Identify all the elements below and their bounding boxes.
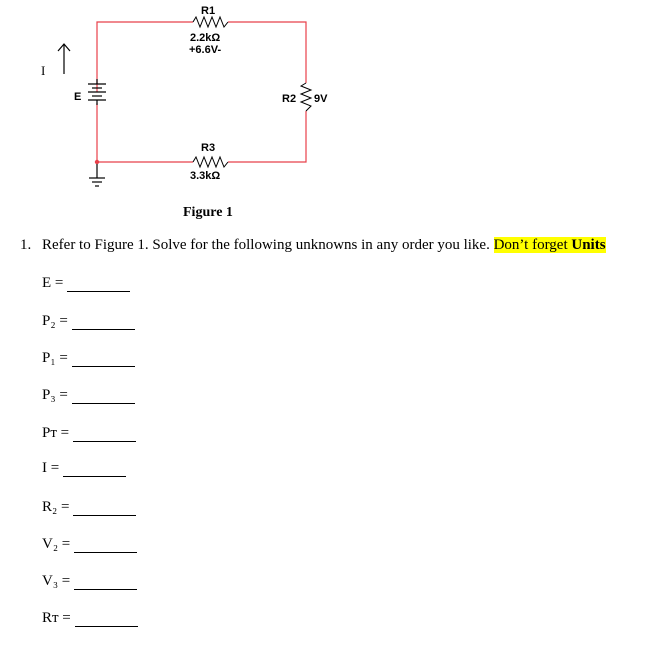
answer-blank[interactable]	[74, 575, 137, 590]
answer-row-p3	[42, 387, 135, 404]
answer-label: V₂ =	[42, 536, 71, 552]
answer-row-i	[42, 460, 126, 477]
r1-voltage: +6.6V-	[189, 44, 222, 56]
answer-row-v2	[42, 536, 137, 553]
r2-voltage: 9V	[314, 93, 328, 105]
r1-value: 2.2kΩ	[190, 32, 221, 44]
answer-label: P₂ =	[42, 313, 68, 329]
answer-label: E =	[42, 275, 64, 291]
wire-top-right	[228, 22, 306, 83]
answer-label: Rᴛ =	[42, 610, 71, 626]
answer-blank[interactable]	[74, 538, 137, 553]
current-arrow-icon	[58, 44, 70, 74]
r2-name: R2	[282, 93, 297, 105]
resistor-r2-symbol	[301, 83, 311, 111]
answer-row-rt	[42, 610, 138, 627]
answer-label: P₁ =	[42, 350, 68, 366]
wire-top-left	[97, 22, 193, 92]
ground-symbol	[89, 164, 105, 186]
answer-blank[interactable]	[73, 427, 136, 442]
r3-value: 3.3kΩ	[190, 170, 221, 182]
answer-row-pt	[42, 425, 136, 442]
source-name: E	[74, 91, 82, 103]
answer-row-p1	[42, 350, 135, 367]
answer-blank[interactable]	[72, 389, 135, 404]
node-dot	[95, 160, 99, 164]
answer-label: Pᴛ =	[42, 425, 70, 441]
answer-row-p2	[42, 313, 135, 330]
answer-blank[interactable]	[67, 277, 130, 292]
highlight-text: Don’t forget	[493, 237, 572, 253]
figure-caption: Figure 1	[183, 205, 233, 220]
r1-name: R1	[201, 5, 216, 17]
answer-row-v3	[42, 573, 137, 590]
answer-label: R₂ =	[42, 499, 70, 515]
question-highlight	[494, 237, 606, 253]
answer-label: I =	[42, 460, 60, 476]
answer-blank[interactable]	[72, 315, 135, 330]
answer-label: V₃ =	[42, 573, 71, 589]
current-label: I	[41, 63, 46, 78]
circuit-diagram	[0, 0, 661, 200]
r3-name: R3	[201, 142, 216, 154]
answer-label: P₃ =	[42, 387, 68, 403]
answer-blank[interactable]	[75, 612, 138, 627]
battery-symbol	[88, 79, 106, 105]
wire-bottom-right	[228, 111, 306, 162]
wire-bottom-left	[97, 103, 193, 162]
answer-blank[interactable]	[73, 501, 136, 516]
highlight-bold: Units	[571, 237, 606, 253]
answer-blank[interactable]	[72, 352, 135, 367]
question-text: Refer to Figure 1. Solve for the following unknowns in any order you like.	[42, 237, 494, 253]
resistor-r1-symbol	[193, 17, 228, 27]
question-number: 1.	[20, 237, 32, 253]
resistor-r3-symbol	[193, 157, 228, 167]
answer-row-r2	[42, 499, 136, 516]
answer-row-e	[42, 275, 130, 292]
question-1	[20, 237, 606, 254]
answer-blank[interactable]	[63, 462, 126, 477]
